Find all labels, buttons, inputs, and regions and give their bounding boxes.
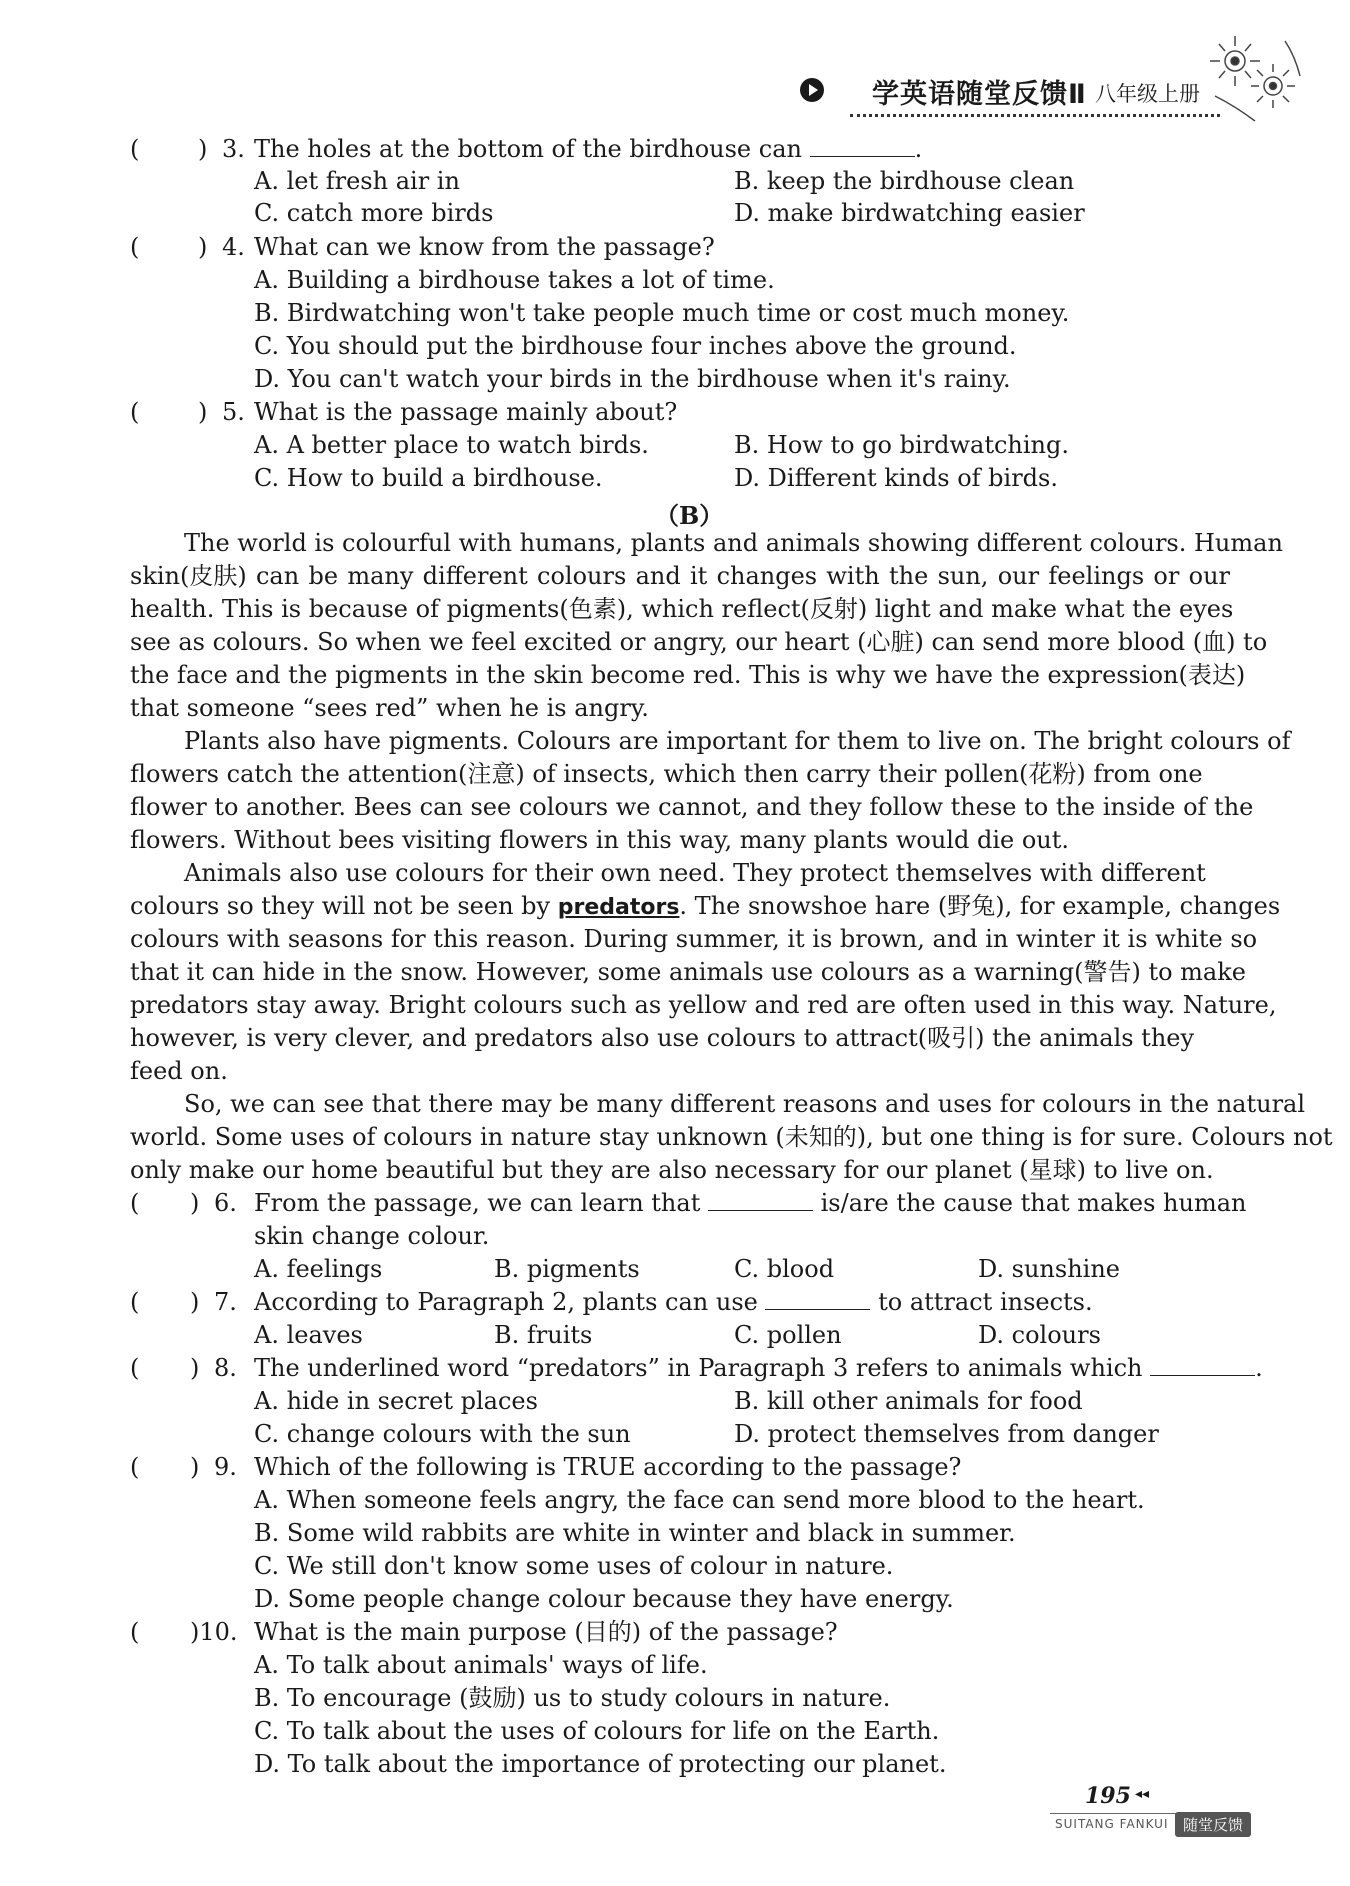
option: A. let fresh air in [254, 167, 460, 195]
option: D. Different kinds of birds. [734, 464, 1058, 492]
question-6 [130, 1188, 1247, 1218]
option: A. feelings [254, 1255, 383, 1283]
passage-line: flower to another. Bees can see colours we cannot, and they follow these to the inside of the [130, 793, 1254, 821]
question-4 [130, 232, 1230, 262]
option: A. To talk about animals' ways of life. [254, 1651, 708, 1679]
answer-paren-close: ) [198, 233, 208, 261]
question-7 [130, 1287, 1230, 1317]
header-divider [850, 114, 1220, 117]
question-10-option-d [130, 1749, 1230, 1779]
passage-line: flowers catch the attention(注意) of insects, which then carry their pollen(花粉) from one [130, 760, 1203, 788]
page-number: 195 [1085, 1783, 1131, 1809]
option: D. make birdwatching easier [734, 199, 1085, 227]
passage-line: only make our home beautiful but they are also necessary for our planet (星球) to live on. [130, 1156, 1214, 1184]
question-stem-continued: skin change colour. [254, 1222, 490, 1250]
question-number: 8. [214, 1354, 237, 1382]
question-10-option-b [130, 1683, 1230, 1713]
option: C. We still don't know some uses of colour in nature. [254, 1552, 894, 1580]
option: D. sunshine [978, 1255, 1120, 1283]
option: A. hide in secret places [254, 1387, 538, 1415]
option: D. You can't watch your birds in the birdhouse when it's rainy. [254, 365, 1011, 393]
question-6-options [130, 1254, 1230, 1284]
passage-line: however, is very clever, and predators also use colours to attract(吸引) the animals they [130, 1024, 1195, 1052]
option: B. How to go birdwatching. [734, 431, 1070, 459]
book-grade: 八年级上册 [1095, 82, 1200, 106]
answer-paren-close: ) [190, 1354, 200, 1382]
passage-line: world. Some uses of colours in nature stay unknown (未知的), but one thing is for sure. Colours not [130, 1123, 1333, 1151]
passage-line: that it can hide in the snow. However, some animals use colours as a warning(警告) to make [130, 958, 1246, 986]
question-number: 5. [222, 398, 245, 426]
option: C. pollen [734, 1321, 842, 1349]
answer-blank [810, 134, 915, 157]
question-stem: What is the main purpose (目的) of the passage? [254, 1618, 838, 1646]
question-stem: What can we know from the passage? [254, 233, 715, 261]
answer-paren-open: ( [130, 1618, 140, 1646]
question-4-option-d [130, 364, 1230, 394]
answer-blank [765, 1287, 870, 1310]
section-heading-b: （B） [655, 501, 724, 530]
option: C. You should put the birdhouse four inches above the ground. [254, 332, 1017, 360]
answer-paren-close: ) [190, 1453, 200, 1481]
passage-line: health. This is because of pigments(色素), which reflect(反射) light and make what the eyes [130, 595, 1234, 623]
option: B. To encourage (鼓励) us to study colours in nature. [254, 1684, 891, 1712]
answer-paren-close: ) [190, 1189, 200, 1217]
answer-blank [708, 1188, 813, 1211]
passage-line: So, we can see that there may be many different reasons and uses for colours in the natural [184, 1090, 1306, 1118]
option: A. leaves [254, 1321, 363, 1349]
answer-paren-open: ( [130, 1453, 140, 1481]
question-3 [130, 134, 1230, 164]
question-7-options [130, 1320, 1230, 1350]
answer-paren-open: ( [130, 233, 140, 261]
option: C. catch more birds [254, 199, 494, 227]
passage-line: flowers. Without bees visiting flowers in this way, many plants would die out. [130, 826, 1070, 854]
question-5 [130, 397, 1230, 427]
question-10-option-a [130, 1650, 1230, 1680]
option: B. pigments [494, 1255, 640, 1283]
answer-paren-close: ) [198, 135, 208, 163]
question-number: 7. [214, 1288, 237, 1316]
option: C. blood [734, 1255, 835, 1283]
question-5-options-row-2 [130, 463, 1230, 493]
question-6-stem-line-2 [130, 1221, 1230, 1251]
option: D. Some people change colour because they have energy. [254, 1585, 954, 1613]
option: A. Building a birdhouse takes a lot of time. [254, 266, 775, 294]
question-9-option-b [130, 1518, 1230, 1548]
option: B. Some wild rabbits are white in winter and black in summer. [254, 1519, 1016, 1547]
option: B. kill other animals for food [734, 1387, 1083, 1415]
passage-line: see as colours. So when we feel excited or angry, our heart (心脏) can send more blood (血) to [130, 628, 1268, 656]
footer-badge: 随堂反馈 [1175, 1812, 1251, 1837]
question-9-option-d [130, 1584, 1230, 1614]
question-stem: Which of the following is TRUE according to the passage? [254, 1453, 962, 1481]
passage-line: Plants also have pigments. Colours are important for them to live on. The bright colours of [184, 727, 1291, 755]
question-number: 9. [214, 1453, 237, 1481]
option: B. Birdwatching won't take people much time or cost much money. [254, 299, 1070, 327]
question-9-option-c [130, 1551, 1230, 1581]
footer-label: SUITANG FANKUI [1055, 1817, 1169, 1831]
option: C. To talk about the uses of colours for life on the Earth. [254, 1717, 940, 1745]
option: B. fruits [494, 1321, 593, 1349]
passage-line: Animals also use colours for their own need. They protect themselves with different [184, 859, 1206, 887]
option: A. A better place to watch birds. [254, 431, 649, 459]
option: C. change colours with the sun [254, 1420, 631, 1448]
flower-decoration-icon [1195, 26, 1315, 136]
option: D. protect themselves from danger [734, 1420, 1159, 1448]
question-3-options-row-2 [130, 198, 1230, 228]
double-arrow-left-icon: ◂◂ [1135, 1786, 1150, 1802]
answer-paren-open: ( [130, 135, 140, 163]
passage-line: The world is colourful with humans, plants and animals showing different colours. Human [184, 529, 1283, 557]
option: D. colours [978, 1321, 1101, 1349]
passage-line: feed on. [130, 1057, 228, 1085]
question-8-options-row-1 [130, 1386, 1230, 1416]
option: A. When someone feels angry, the face can send more blood to the heart. [254, 1486, 1145, 1514]
answer-paren-open: ( [130, 1354, 140, 1382]
question-number: 4. [222, 233, 245, 261]
question-4-option-b [130, 298, 1230, 328]
question-8-options-row-2 [130, 1419, 1230, 1449]
question-number: 3. [222, 135, 245, 163]
question-stem: According to Paragraph 2, plants can use to attract insects. [254, 1288, 1093, 1316]
question-stem: From the passage, we can learn that is/are the cause that makes human [254, 1189, 1247, 1217]
passage-line: colours so they will not be seen by predators. The snowshoe hare (野兔), for example, changes [130, 892, 1281, 920]
question-4-option-c [130, 331, 1230, 361]
question-4-option-a [130, 265, 1230, 295]
option: D. To talk about the importance of protecting our planet. [254, 1750, 947, 1778]
question-8 [130, 1353, 1263, 1383]
passage-line: predators stay away. Bright colours such as yellow and red are often used in this way. Nature, [130, 991, 1277, 1019]
passage-line: skin(皮肤) can be many different colours and it changes with the sun, our feelings or our [130, 562, 1230, 590]
answer-blank [1150, 1353, 1255, 1376]
question-10-option-c [130, 1716, 1230, 1746]
question-number: 6. [214, 1189, 237, 1217]
answer-paren-close: ) [190, 1288, 200, 1316]
question-number: )10. [190, 1618, 238, 1646]
passage-line: the face and the pigments in the skin become red. This is why we have the expression(表达) [130, 661, 1246, 689]
question-3-options-row-1 [130, 166, 1230, 196]
answer-paren-open: ( [130, 398, 140, 426]
question-5-options-row-1 [130, 430, 1230, 460]
play-icon [800, 78, 824, 102]
question-9-option-a [130, 1485, 1230, 1515]
answer-paren-close: ) [198, 398, 208, 426]
passage-line: colours with seasons for this reason. During summer, it is brown, and in winter it is white so [130, 925, 1258, 953]
question-stem: The underlined word “predators” in Paragraph 3 refers to animals which . [254, 1354, 1263, 1382]
book-title: 学英语随堂反馈Ⅱ [872, 79, 1087, 110]
question-9 [130, 1452, 1230, 1482]
option: C. How to build a birdhouse. [254, 464, 603, 492]
answer-paren-open: ( [130, 1189, 140, 1217]
passage-line: that someone “sees red” when he is angry. [130, 694, 649, 722]
option: B. keep the birdhouse clean [734, 167, 1075, 195]
question-stem: What is the passage mainly about? [254, 398, 678, 426]
question-10 [130, 1617, 1230, 1647]
answer-paren-open: ( [130, 1288, 140, 1316]
underlined-word-predators: predators [557, 895, 680, 920]
question-stem: The holes at the bottom of the birdhouse can . [254, 135, 923, 163]
